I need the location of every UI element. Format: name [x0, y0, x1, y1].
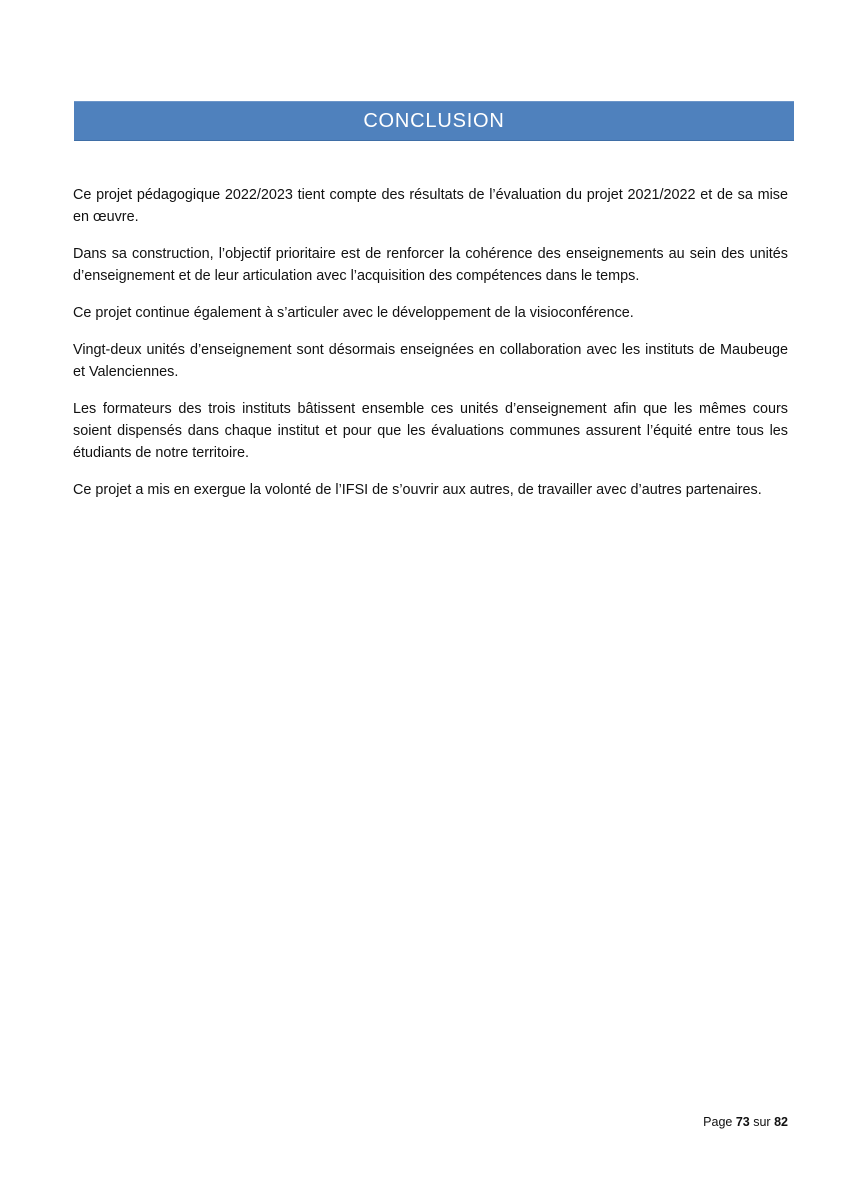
total-pages-number: 82 [774, 1115, 788, 1129]
paragraph-1: Ce projet pédagogique 2022/2023 tient compte des résultats de l’évaluation du projet 2021/2022 et de sa mise en œuvre. [73, 187, 788, 225]
sur-word: sur [753, 1115, 771, 1129]
paragraph-6: Ce projet a mis en exergue la volonté de l’IFSI de s’ouvrir aux autres, de travailler avec d’autres partenaires. [73, 482, 762, 498]
paragraph-4: Vingt-deux unités d’enseignement sont désormais enseignées en collaboration avec les instituts de Maubeuge et Valenciennes. [73, 342, 788, 380]
paragraph-3: Ce projet continue également à s’articuler avec le développement de la visioconférence. [73, 305, 634, 321]
page-word: Page [703, 1115, 733, 1129]
paragraph-5: Les formateurs des trois instituts bâtissent ensemble ces unités d’enseignement afin que les mêmes cours soient dispensés dans chaque institut et pour que les évaluations communes assurent l’équité entre tous les étudiants de notre territoire. [73, 401, 788, 461]
current-page-number: 73 [735, 1115, 750, 1129]
section-banner [74, 101, 794, 141]
paragraph-2: Dans sa construction, l’objectif prioritaire est de renforcer la cohérence des enseignements au sein des unités d’enseignement et de leur articulation avec l’acquisition des compétences dans le temps. [73, 246, 788, 284]
section-title: CONCLUSION [363, 110, 505, 132]
body-text [73, 184, 788, 501]
page-number-footer [703, 1115, 788, 1129]
